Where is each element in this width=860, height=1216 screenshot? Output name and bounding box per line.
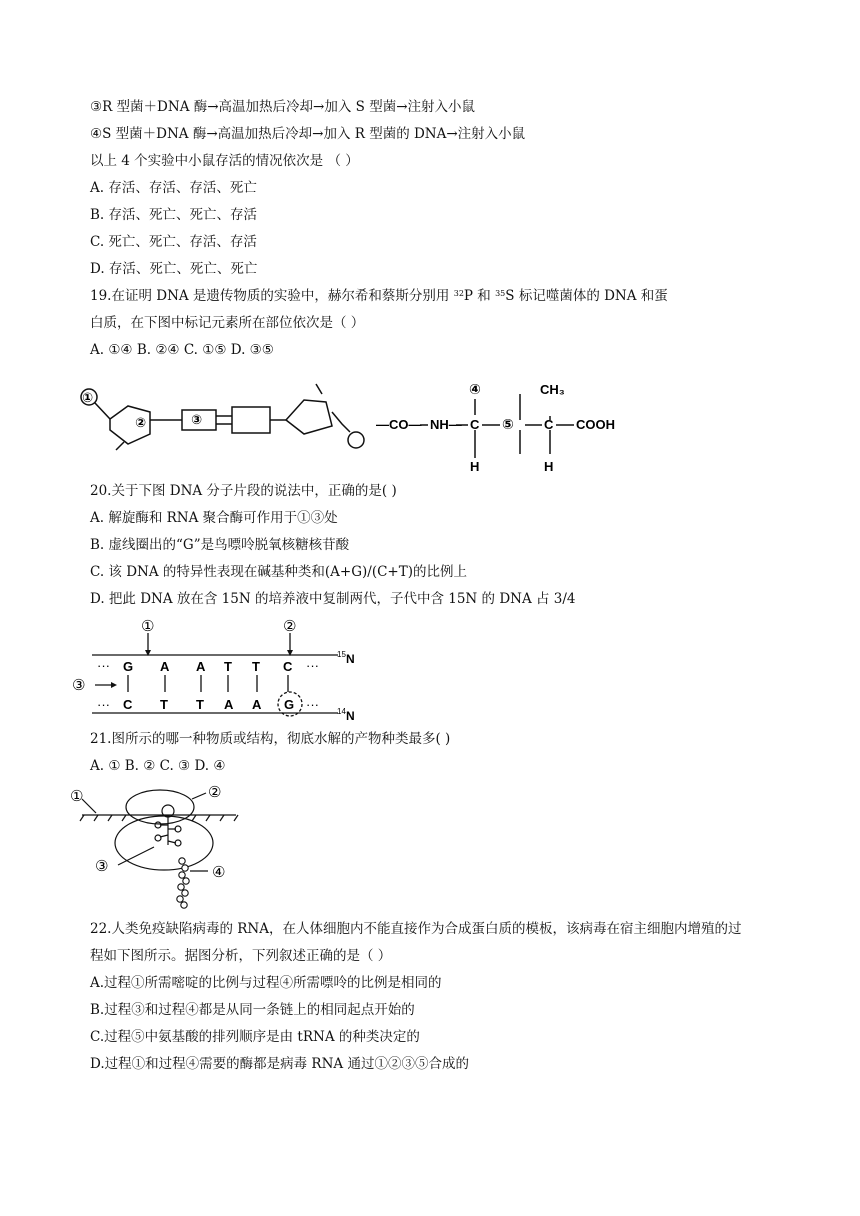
q18-stem: 以上 4 个实验中小鼠存活的情况依次是 （ ） xyxy=(90,153,359,169)
q19-co: —CO— xyxy=(376,417,422,432)
q19-h-left: H xyxy=(470,459,480,474)
q21-options: A. ① B. ② C. ③ D. ④ xyxy=(90,758,226,774)
q20-mark-3: ③ xyxy=(72,677,86,694)
q20-mark-1: ① xyxy=(141,618,155,635)
q20-label-15-n: N xyxy=(346,652,355,666)
q20-bottom-base-3: T xyxy=(196,697,204,712)
q21-mark-4: ④ xyxy=(212,864,226,881)
q20-bottom-base-6: G xyxy=(284,697,295,712)
q20-bottom-base-2: T xyxy=(160,697,168,712)
q19-ch3: CH₃ xyxy=(540,382,565,397)
q20-bottom-base-1: C xyxy=(123,697,133,712)
q19-mark-2: ② xyxy=(135,415,147,430)
q22-option-c: C.过程⑤中氨基酸的排列顺序是由 tRNA 的种类决定的 xyxy=(90,1029,420,1045)
q22-stem-line2: 程如下图所示。据图分析，下列叙述正确的是（ ） xyxy=(90,948,392,964)
q18-option-d: D. 存活、死亡、死亡、死亡 xyxy=(90,261,258,277)
q22-option-a: A.过程①所需嘧啶的比例与过程④所需嘌呤的比例是相同的 xyxy=(90,975,442,991)
q20-option-c: C. 该 DNA 的特异性表现在碱基种类和(A+G)/(C+T)的比例上 xyxy=(90,564,468,580)
q19-stem-line1: 19.在证明 DNA 是遗传物质的实验中，赫尔希和蔡斯分别用 $^{32}$P 和 $^{35}$S 标记噬菌体的 DNA 和蛋 xyxy=(90,288,668,304)
q20-option-a: A. 解旋酶和 RNA 聚合酶可作用于①③处 xyxy=(90,510,338,526)
q20-stem: 20.关于下图 DNA 分子片段的说法中，正确的是( ) xyxy=(90,483,397,499)
q18-option-a: A. 存活、存活、存活、死亡 xyxy=(90,180,257,196)
q22-stem-line1: 22.人类免疫缺陷病毒的 RNA，在人体细胞内不能直接作为合成蛋白质的模板，该病毒在宿主细胞内增殖的过 xyxy=(90,921,742,937)
q19-nh: NH— xyxy=(430,417,462,432)
q20-top-base-6: C xyxy=(283,659,293,674)
q19-c-left: C xyxy=(470,417,480,432)
q19-mark-5: ⑤ xyxy=(502,416,514,432)
q20-ellipsis-tr: ··· xyxy=(306,658,319,673)
q20-bottom-base-5: A xyxy=(252,697,262,712)
q21-stem: 21.图所示的哪一种物质或结构，彻底水解的产物种类最多( ) xyxy=(90,731,451,747)
q18-option-c: C. 死亡、死亡、存活、存活 xyxy=(90,234,257,250)
q20-label-14: 14 xyxy=(337,707,346,716)
q19-cooh: COOH xyxy=(576,417,615,432)
q20-mark-2: ② xyxy=(283,618,297,635)
q20-top-base-3: A xyxy=(196,659,206,674)
q22-option-d: D.过程①和过程④需要的酶都是病毒 RNA 通过①②③⑤合成的 xyxy=(90,1056,469,1072)
q20-label-15: 15 xyxy=(337,650,346,659)
q20-top-base-2: A xyxy=(160,659,170,674)
q18-option-b: B. 存活、死亡、死亡、存活 xyxy=(90,207,258,223)
q19-mark-4: ④ xyxy=(469,381,481,397)
q19-c-right: C xyxy=(544,417,554,432)
q21-mark-3: ③ xyxy=(95,858,109,875)
q21-mark-1: ① xyxy=(70,788,84,805)
q20-option-b: B. 虚线圈出的“G”是鸟嘌呤脱氧核糖核苷酸 xyxy=(90,537,350,553)
q20-ellipsis-bl: ··· xyxy=(97,697,110,712)
q20-top-base-5: T xyxy=(252,659,260,674)
q18-line-4: ④S 型菌＋DNA 酶→高温加热后冷却→加入 R 型菌的 DNA→注射入小鼠 xyxy=(90,126,526,142)
q20-option-d: D. 把此 DNA 放在含 15N 的培养液中复制两代，子代中含 15N 的 DNA 占 3/4 xyxy=(90,591,576,607)
q18-line-3: ③R 型菌＋DNA 酶→高温加热后冷却→加入 S 型菌→注射入小鼠 xyxy=(90,99,475,115)
q19-options: A. ①④ B. ②④ C. ①⑤ D. ③⑤ xyxy=(90,342,274,358)
q20-bottom-base-4: A xyxy=(224,697,234,712)
q22-option-b: B.过程③和过程④都是从同一条链上的相同起点开始的 xyxy=(90,1002,415,1018)
q20-dna-figure xyxy=(70,615,380,723)
q21-mark-2: ② xyxy=(208,784,222,801)
q19-mark-3: ③ xyxy=(191,412,203,427)
q20-ellipsis-tl: ··· xyxy=(97,658,110,673)
q21-ribosome-figure xyxy=(70,785,250,910)
q19-stem-line2: 白质，在下图中标记元素所在部位依次是（ ） xyxy=(90,315,365,331)
q20-ellipsis-br: ··· xyxy=(306,697,319,712)
q19-h-right: H xyxy=(544,459,554,474)
q20-top-base-1: G xyxy=(123,659,134,674)
q20-label-14-n: N xyxy=(346,709,355,723)
q20-top-base-4: T xyxy=(224,659,232,674)
q19-nucleotide-figure xyxy=(70,372,650,477)
q19-mark-1: ① xyxy=(82,390,94,405)
